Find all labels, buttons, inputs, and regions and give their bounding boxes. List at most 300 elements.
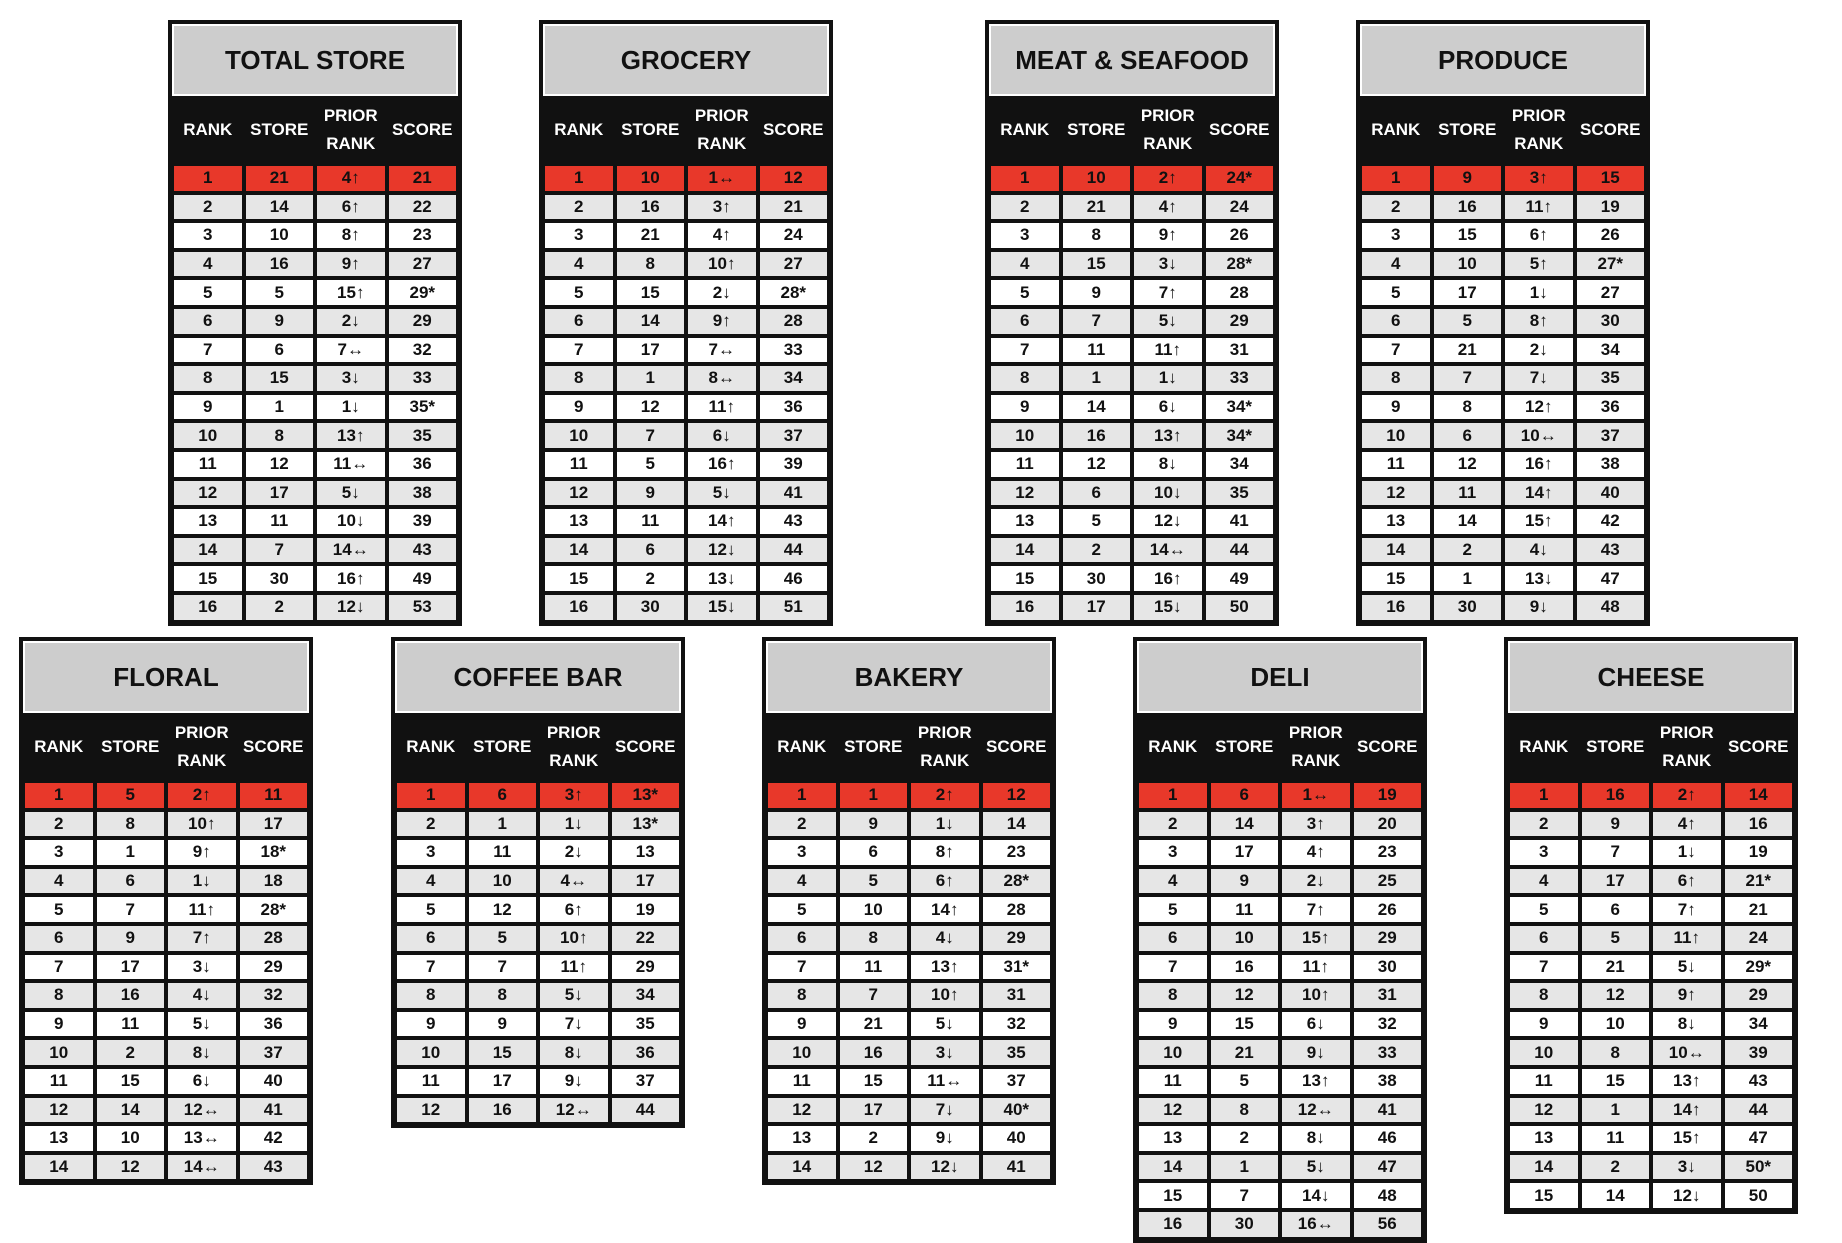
- prior-rank-cell: 4↑: [315, 164, 387, 193]
- prior-rank-cell: 15↓: [1132, 593, 1204, 622]
- table-row: [1508, 1067, 1794, 1096]
- prior-rank-cell: 3↓: [315, 364, 387, 393]
- score-cell: 48: [1575, 593, 1647, 622]
- score-cell: 34: [758, 364, 830, 393]
- prior-rank-cell: 9↑: [315, 250, 387, 279]
- rank-cell: 7: [989, 336, 1061, 365]
- table-header: [1508, 713, 1794, 781]
- prior-rank-cell: 6↑: [538, 895, 610, 924]
- score-cell: 50: [1723, 1181, 1795, 1210]
- table-row: [23, 924, 309, 953]
- rank-cell: 9: [1360, 393, 1432, 422]
- score-cell: 32: [238, 981, 310, 1010]
- store-cell: 14: [95, 1096, 167, 1125]
- store-cell: 5: [467, 924, 539, 953]
- table-row: [172, 278, 458, 307]
- prior-rank-cell: 6↓: [686, 421, 758, 450]
- score-cell: 41: [1352, 1096, 1424, 1125]
- score-cell: 41: [238, 1096, 310, 1125]
- rank-cell: 3: [766, 838, 838, 867]
- prior-rank-cell: 10↑: [1280, 981, 1352, 1010]
- header-score: SCORE: [1209, 120, 1270, 139]
- score-cell: 35: [387, 421, 459, 450]
- store-cell: 11: [1209, 895, 1281, 924]
- header-store: STORE: [473, 737, 532, 756]
- header-prior-rank: [315, 96, 387, 164]
- prior-rank-cell: 3↓: [1651, 1153, 1723, 1182]
- prior-rank-cell: 7↑: [1651, 895, 1723, 924]
- store-cell: 11: [1432, 479, 1504, 508]
- rank-cell: 14: [1360, 536, 1432, 565]
- score-cell: 33: [758, 336, 830, 365]
- table-row: [23, 1153, 309, 1182]
- rank-cell: 11: [1360, 450, 1432, 479]
- table-row: [766, 924, 1052, 953]
- table-row: [172, 393, 458, 422]
- store-cell: 14: [244, 193, 316, 222]
- score-cell: 22: [610, 924, 682, 953]
- header-score: SCORE: [243, 737, 304, 756]
- prior-rank-cell: 2↑: [1132, 164, 1204, 193]
- store-cell: 16: [1432, 193, 1504, 222]
- score-cell: 44: [758, 536, 830, 565]
- rank-cell: 13: [1508, 1124, 1580, 1153]
- score-cell: 24*: [1204, 164, 1276, 193]
- table-row: [395, 1096, 681, 1125]
- table-title: MEAT & SEAFOOD: [989, 24, 1275, 96]
- rank-cell: 9: [172, 393, 244, 422]
- header-prior-line1: PRIOR: [917, 723, 972, 742]
- rank-cell: 14: [172, 536, 244, 565]
- rank-cell: 1: [1360, 164, 1432, 193]
- header-rank: RANK: [1519, 737, 1569, 756]
- table-row: [1360, 507, 1646, 536]
- table-row: [172, 193, 458, 222]
- prior-rank-cell: 7↓: [1503, 364, 1575, 393]
- table-row: [23, 953, 309, 982]
- score-cell: 25: [1352, 867, 1424, 896]
- store-cell: 12: [615, 393, 687, 422]
- prior-rank-cell: 5↑: [1503, 250, 1575, 279]
- store-cell: 9: [467, 1010, 539, 1039]
- store-cell: 30: [1061, 564, 1133, 593]
- score-cell: 24: [1723, 924, 1795, 953]
- score-cell: 34*: [1204, 421, 1276, 450]
- table-row: [1137, 981, 1423, 1010]
- score-cell: 21: [758, 193, 830, 222]
- prior-rank-cell: 9↓: [1280, 1038, 1352, 1067]
- score-cell: 50: [1204, 593, 1276, 622]
- rank-cell: 9: [23, 1010, 95, 1039]
- store-cell: 30: [244, 564, 316, 593]
- score-cell: 35: [1204, 479, 1276, 508]
- prior-rank-cell: 1↓: [909, 810, 981, 839]
- score-cell: 19: [1723, 838, 1795, 867]
- score-cell: 32: [1352, 1010, 1424, 1039]
- table-row: [172, 593, 458, 622]
- rank-cell: 3: [543, 221, 615, 250]
- table-row: [23, 1096, 309, 1125]
- prior-rank-cell: 15↓: [686, 593, 758, 622]
- store-cell: 6: [467, 781, 539, 810]
- table-header: [543, 96, 829, 164]
- prior-rank-cell: 10↓: [1132, 479, 1204, 508]
- header-rank: RANK: [34, 737, 84, 756]
- table-row: [172, 450, 458, 479]
- score-cell: 31: [1352, 981, 1424, 1010]
- rank-cell: 2: [1508, 810, 1580, 839]
- header-score: SCORE: [763, 120, 824, 139]
- header-prior-rank: [909, 713, 981, 781]
- store-cell: 11: [838, 953, 910, 982]
- store-cell: 9: [615, 479, 687, 508]
- rank-cell: 6: [1137, 924, 1209, 953]
- rank-cell: 14: [766, 1153, 838, 1182]
- store-cell: 8: [467, 981, 539, 1010]
- prior-rank-cell: 6↓: [1132, 393, 1204, 422]
- store-cell: 14: [615, 307, 687, 336]
- score-cell: 23: [1352, 838, 1424, 867]
- score-cell: 39: [387, 507, 459, 536]
- store-cell: 1: [1432, 564, 1504, 593]
- prior-rank-cell: 12↑: [1503, 393, 1575, 422]
- table-row: [543, 593, 829, 622]
- store-cell: 16: [95, 981, 167, 1010]
- score-cell: 19: [1352, 781, 1424, 810]
- table-produce: [1356, 20, 1650, 626]
- score-cell: 28*: [238, 895, 310, 924]
- store-cell: 2: [1432, 536, 1504, 565]
- table-row: [1137, 953, 1423, 982]
- store-cell: 9: [1580, 810, 1652, 839]
- store-cell: 16: [838, 1038, 910, 1067]
- score-cell: 34: [1204, 450, 1276, 479]
- rank-cell: 8: [543, 364, 615, 393]
- prior-rank-cell: 13↓: [686, 564, 758, 593]
- score-cell: 28*: [758, 278, 830, 307]
- store-cell: 11: [244, 507, 316, 536]
- score-cell: 27*: [1575, 250, 1647, 279]
- rank-cell: 6: [1508, 924, 1580, 953]
- table-row: [23, 810, 309, 839]
- store-cell: 30: [1432, 593, 1504, 622]
- header-prior-line1: PRIOR: [1288, 723, 1343, 742]
- score-cell: 12: [981, 781, 1053, 810]
- score-cell: 29: [981, 924, 1053, 953]
- header-prior-line1: PRIOR: [694, 106, 749, 125]
- table-header: [23, 713, 309, 781]
- store-cell: 12: [95, 1153, 167, 1182]
- score-cell: 34: [1575, 336, 1647, 365]
- prior-rank-cell: 10↑: [166, 810, 238, 839]
- store-cell: 1: [615, 364, 687, 393]
- score-cell: 28: [981, 895, 1053, 924]
- rank-cell: 8: [395, 981, 467, 1010]
- prior-rank-cell: 11↑: [166, 895, 238, 924]
- table-row: [1137, 1181, 1423, 1210]
- score-cell: 49: [387, 564, 459, 593]
- rank-cell: 13: [766, 1124, 838, 1153]
- table-row: [543, 364, 829, 393]
- prior-rank-cell: 15↑: [315, 278, 387, 307]
- rank-cell: 4: [1508, 867, 1580, 896]
- prior-rank-cell: 4↓: [1503, 536, 1575, 565]
- score-cell: 23: [981, 838, 1053, 867]
- score-cell: 28: [1204, 278, 1276, 307]
- rank-cell: 15: [1508, 1181, 1580, 1210]
- header-prior-line1: PRIOR: [1140, 106, 1195, 125]
- prior-rank-cell: 2↑: [166, 781, 238, 810]
- header-prior-rank: [1651, 713, 1723, 781]
- store-cell: 1: [838, 781, 910, 810]
- score-cell: 14: [1723, 781, 1795, 810]
- prior-rank-cell: 8↓: [1132, 450, 1204, 479]
- table-row: [172, 479, 458, 508]
- score-cell: 37: [1575, 421, 1647, 450]
- score-cell: 37: [238, 1038, 310, 1067]
- store-cell: 1: [244, 393, 316, 422]
- score-cell: 42: [238, 1124, 310, 1153]
- header-prior-line2: RANK: [1291, 751, 1341, 770]
- store-cell: 1: [95, 838, 167, 867]
- table-bakery: [762, 637, 1056, 1185]
- score-cell: 29*: [387, 278, 459, 307]
- score-cell: 32: [387, 336, 459, 365]
- rank-cell: 12: [989, 479, 1061, 508]
- table-row: [395, 924, 681, 953]
- table-row: [766, 1124, 1052, 1153]
- prior-rank-cell: 2↓: [315, 307, 387, 336]
- rank-cell: 9: [1508, 1010, 1580, 1039]
- store-cell: 7: [244, 536, 316, 565]
- rank-cell: 10: [395, 1038, 467, 1067]
- score-cell: 35: [610, 1010, 682, 1039]
- prior-rank-cell: 3↓: [166, 953, 238, 982]
- rank-cell: 2: [543, 193, 615, 222]
- table-row: [766, 1096, 1052, 1125]
- store-cell: 17: [1209, 838, 1281, 867]
- store-cell: 10: [1580, 1010, 1652, 1039]
- table-row: [1508, 838, 1794, 867]
- prior-rank-cell: 8↔: [686, 364, 758, 393]
- header-prior-rank: [538, 713, 610, 781]
- score-cell: 16: [1723, 810, 1795, 839]
- table-row: [1360, 421, 1646, 450]
- prior-rank-cell: 1↔: [1280, 781, 1352, 810]
- table-row: [989, 393, 1275, 422]
- prior-rank-cell: 4↑: [686, 221, 758, 250]
- table-row: [543, 193, 829, 222]
- rank-cell: 5: [1360, 278, 1432, 307]
- rank-cell: 3: [23, 838, 95, 867]
- table-cheese: [1504, 637, 1798, 1214]
- rank-cell: 6: [23, 924, 95, 953]
- table-row: [1508, 781, 1794, 810]
- rank-cell: 8: [1508, 981, 1580, 1010]
- table-row: [543, 507, 829, 536]
- score-cell: 40*: [981, 1096, 1053, 1125]
- table-row: [766, 1010, 1052, 1039]
- score-cell: 43: [1575, 536, 1647, 565]
- rank-cell: 3: [172, 221, 244, 250]
- store-cell: 15: [838, 1067, 910, 1096]
- score-cell: 31: [981, 981, 1053, 1010]
- score-cell: 36: [610, 1038, 682, 1067]
- prior-rank-cell: 13↑: [315, 421, 387, 450]
- table-row: [172, 536, 458, 565]
- rank-cell: 2: [766, 810, 838, 839]
- prior-rank-cell: 10↔: [1651, 1038, 1723, 1067]
- prior-rank-cell: 11↑: [686, 393, 758, 422]
- store-cell: 11: [1580, 1124, 1652, 1153]
- table-title: DELI: [1137, 641, 1423, 713]
- store-cell: 21: [1580, 953, 1652, 982]
- table-row: [1360, 393, 1646, 422]
- table-title: COFFEE BAR: [395, 641, 681, 713]
- store-cell: 2: [1209, 1124, 1281, 1153]
- store-cell: 12: [467, 895, 539, 924]
- rank-cell: 1: [23, 781, 95, 810]
- rank-cell: 12: [766, 1096, 838, 1125]
- store-cell: 14: [1209, 810, 1281, 839]
- store-cell: 15: [1061, 250, 1133, 279]
- prior-rank-cell: 12↓: [1651, 1181, 1723, 1210]
- store-cell: 21: [1432, 336, 1504, 365]
- table-title: FLORAL: [23, 641, 309, 713]
- rank-cell: 2: [23, 810, 95, 839]
- store-cell: 5: [1580, 924, 1652, 953]
- prior-rank-cell: 13↓: [1503, 564, 1575, 593]
- prior-rank-cell: 14↓: [1280, 1181, 1352, 1210]
- table-row: [1137, 810, 1423, 839]
- prior-rank-cell: 7↑: [166, 924, 238, 953]
- table-row: [766, 895, 1052, 924]
- table-coffee-bar: [391, 637, 685, 1128]
- prior-rank-cell: 6↑: [909, 867, 981, 896]
- table-row: [1137, 1096, 1423, 1125]
- table-row: [395, 895, 681, 924]
- table-row: [989, 164, 1275, 193]
- score-cell: 14: [981, 810, 1053, 839]
- prior-rank-cell: 15↑: [1651, 1124, 1723, 1153]
- prior-rank-cell: 2↓: [686, 278, 758, 307]
- score-cell: 30: [1575, 307, 1647, 336]
- table-row: [543, 536, 829, 565]
- table-row: [23, 895, 309, 924]
- score-cell: 21*: [1723, 867, 1795, 896]
- score-cell: 48: [1352, 1181, 1424, 1210]
- score-cell: 24: [758, 221, 830, 250]
- score-cell: 43: [387, 536, 459, 565]
- rank-cell: 4: [543, 250, 615, 279]
- rank-cell: 4: [23, 867, 95, 896]
- score-cell: 29: [610, 953, 682, 982]
- score-cell: 13: [610, 838, 682, 867]
- header-score: SCORE: [615, 737, 676, 756]
- rank-cell: 11: [23, 1067, 95, 1096]
- header-rank: RANK: [777, 737, 827, 756]
- prior-rank-cell: 8↑: [909, 838, 981, 867]
- prior-rank-cell: 12↔: [1280, 1096, 1352, 1125]
- prior-rank-cell: 10↑: [686, 250, 758, 279]
- score-cell: 39: [758, 450, 830, 479]
- store-cell: 1: [1061, 364, 1133, 393]
- table-row: [172, 164, 458, 193]
- rank-cell: 9: [1137, 1010, 1209, 1039]
- store-cell: 21: [1209, 1038, 1281, 1067]
- score-cell: 41: [758, 479, 830, 508]
- store-cell: 12: [1061, 450, 1133, 479]
- store-cell: 1: [467, 810, 539, 839]
- score-cell: 26: [1204, 221, 1276, 250]
- table-row: [23, 867, 309, 896]
- prior-rank-cell: 7↓: [909, 1096, 981, 1125]
- prior-rank-cell: 4↑: [1132, 193, 1204, 222]
- prior-rank-cell: 8↓: [538, 1038, 610, 1067]
- store-cell: 17: [1432, 278, 1504, 307]
- table-row: [766, 810, 1052, 839]
- score-cell: 35*: [387, 393, 459, 422]
- score-cell: 26: [1352, 895, 1424, 924]
- rank-cell: 4: [1137, 867, 1209, 896]
- prior-rank-cell: 4↔: [538, 867, 610, 896]
- header-prior-rank: [686, 96, 758, 164]
- prior-rank-cell: 8↓: [166, 1038, 238, 1067]
- store-cell: 12: [244, 450, 316, 479]
- store-cell: 17: [1580, 867, 1652, 896]
- rank-cell: 12: [1360, 479, 1432, 508]
- store-cell: 16: [615, 193, 687, 222]
- rank-cell: 8: [989, 364, 1061, 393]
- prior-rank-cell: 7↑: [1132, 278, 1204, 307]
- rank-cell: 6: [989, 307, 1061, 336]
- score-cell: 27: [758, 250, 830, 279]
- rank-cell: 5: [172, 278, 244, 307]
- rank-cell: 6: [766, 924, 838, 953]
- header-prior-line1: PRIOR: [323, 106, 378, 125]
- rank-cell: 10: [23, 1038, 95, 1067]
- store-cell: 30: [615, 593, 687, 622]
- score-cell: 51: [758, 593, 830, 622]
- rank-cell: 11: [1508, 1067, 1580, 1096]
- prior-rank-cell: 11↑: [1503, 193, 1575, 222]
- store-cell: 17: [95, 953, 167, 982]
- score-cell: 28*: [1204, 250, 1276, 279]
- prior-rank-cell: 3↑: [686, 193, 758, 222]
- rank-cell: 15: [989, 564, 1061, 593]
- rank-cell: 4: [989, 250, 1061, 279]
- prior-rank-cell: 5↓: [1132, 307, 1204, 336]
- prior-rank-cell: 8↓: [1280, 1124, 1352, 1153]
- prior-rank-cell: 4↑: [1280, 838, 1352, 867]
- score-cell: 18*: [238, 838, 310, 867]
- rank-cell: 7: [1137, 953, 1209, 982]
- rank-cell: 14: [989, 536, 1061, 565]
- score-cell: 19: [1575, 193, 1647, 222]
- store-cell: 5: [1061, 507, 1133, 536]
- score-cell: 46: [1352, 1124, 1424, 1153]
- table-header: [1137, 713, 1423, 781]
- rank-cell: 5: [1508, 895, 1580, 924]
- store-cell: 17: [838, 1096, 910, 1125]
- prior-rank-cell: 12↓: [1132, 507, 1204, 536]
- header-prior-rank: [166, 713, 238, 781]
- store-cell: 5: [95, 781, 167, 810]
- score-cell: 47: [1352, 1153, 1424, 1182]
- rank-cell: 14: [23, 1153, 95, 1182]
- prior-rank-cell: 12↓: [686, 536, 758, 565]
- score-cell: 31*: [981, 953, 1053, 982]
